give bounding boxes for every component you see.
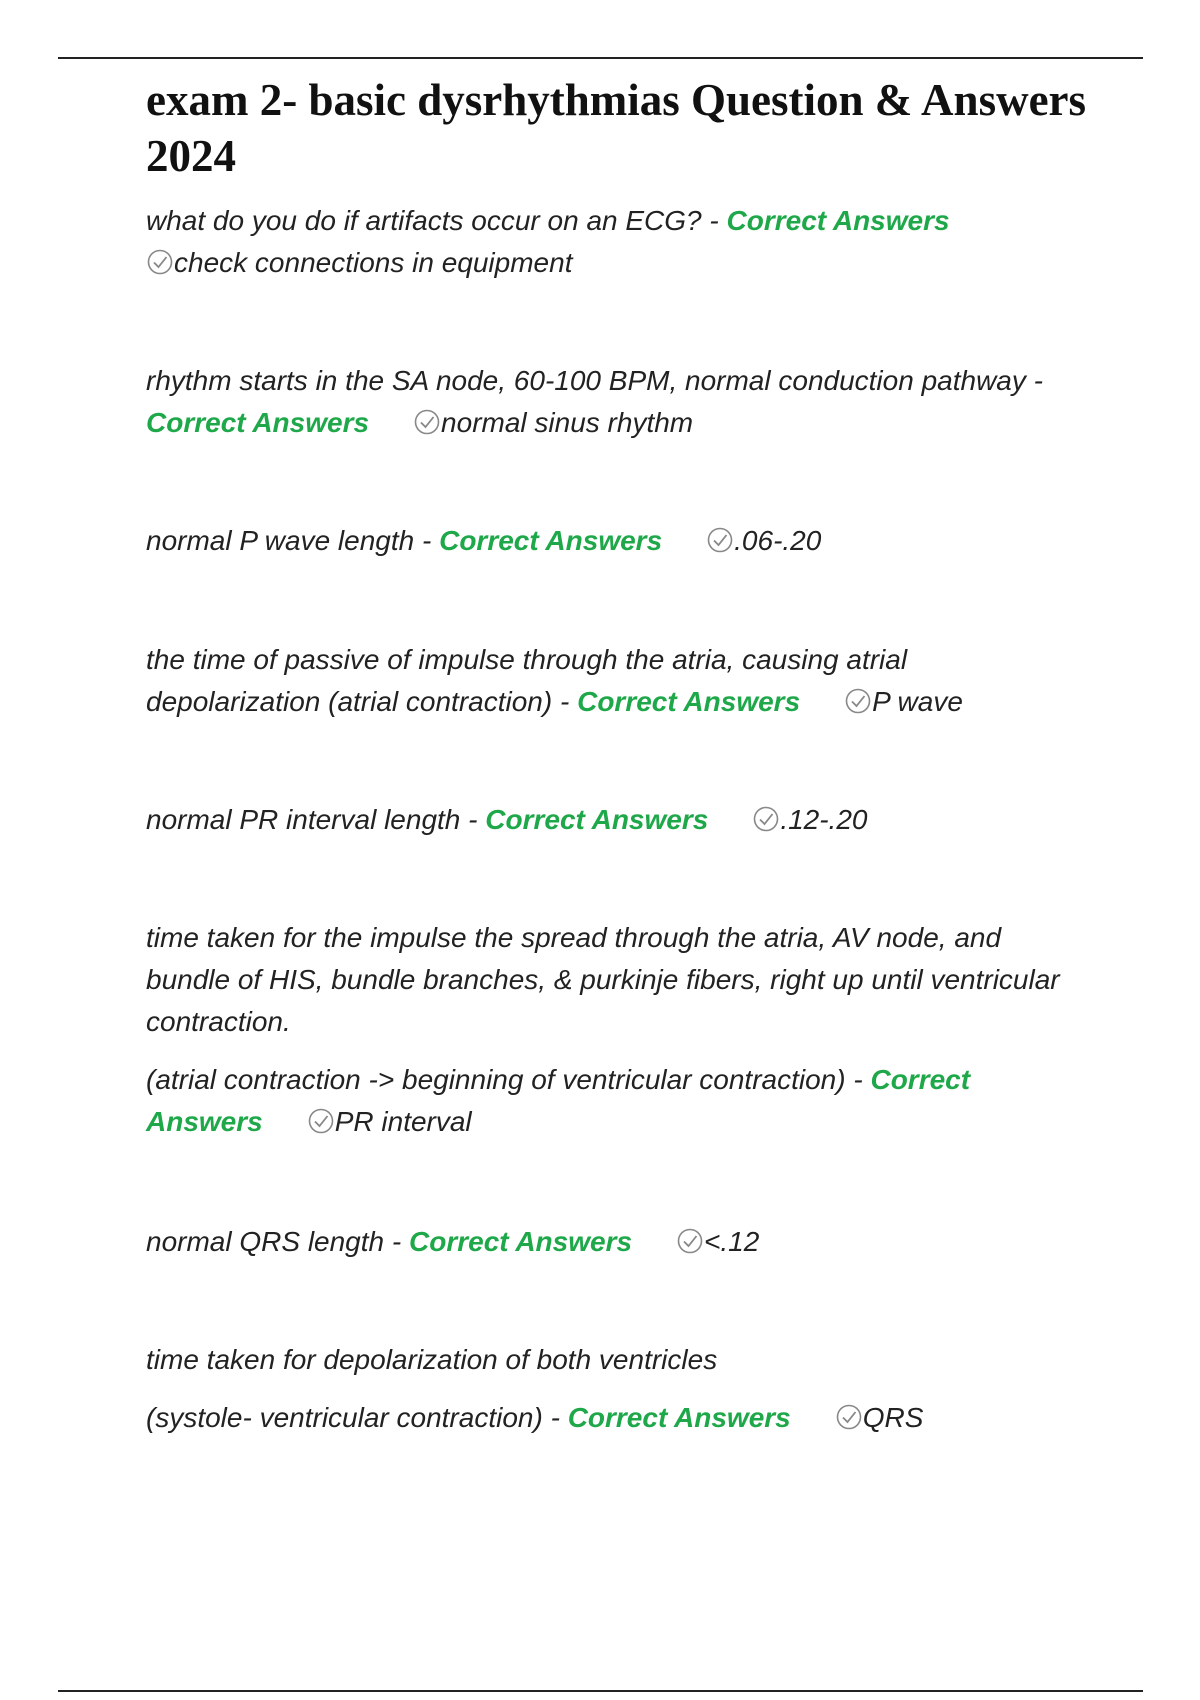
checkmark-circle-icon <box>752 805 780 833</box>
correct-answers-label: Correct Answers <box>567 1402 791 1433</box>
question-text: time taken for the impulse the spread through the atria, AV node, and bundle of HIS, bundle branches, & purkinje fibers, right up until ventricular contraction. <box>146 922 1060 1037</box>
correct-answers-label: Correct Answers <box>146 1064 971 1137</box>
question-text: the time of passive of impulse through the atria, causing atrial depolarization (atrial contraction) - <box>146 644 908 717</box>
qa-item <box>146 360 1086 444</box>
answer-text: <.12 <box>704 1226 760 1257</box>
checkmark-circle-icon <box>146 248 174 276</box>
question-text: rhythm starts in the SA node, 60-100 BPM, normal conduction pathway - <box>146 365 1043 396</box>
checkmark-circle-icon <box>413 408 441 436</box>
question-text: normal PR interval length - <box>146 804 478 835</box>
qa-item <box>146 1339 1086 1439</box>
answer-text: PR interval <box>334 1106 472 1137</box>
correct-answers-label: Correct Answers <box>577 686 801 717</box>
answer-text: .12-.20 <box>780 804 868 835</box>
checkmark-circle-icon <box>844 687 872 715</box>
correct-answers-label: Correct Answers <box>146 407 370 438</box>
page-title: exam 2- basic dysrhythmias Question & Answers 2024 <box>146 75 1087 181</box>
qa-item <box>146 639 986 723</box>
checkmark-circle-icon <box>835 1403 863 1431</box>
question-text: (atrial contraction -> beginning of ventricular contraction) - <box>146 1064 863 1095</box>
qa-item <box>146 799 1086 841</box>
question-text: (systole- ventricular contraction) - <box>146 1402 560 1433</box>
qa-item <box>146 200 1086 284</box>
answer-text: normal sinus rhythm <box>441 407 694 438</box>
bottom-rule <box>58 1690 1143 1692</box>
correct-answers-label: Correct Answers <box>409 1226 633 1257</box>
checkmark-circle-icon <box>706 526 734 554</box>
answer-text: P wave <box>872 686 963 717</box>
document-page <box>146 72 1096 1433</box>
question-text: normal QRS length - <box>146 1226 402 1257</box>
correct-answers-label: Correct Answers <box>485 804 709 835</box>
question-text: what do you do if artifacts occur on an ECG? - <box>146 205 719 236</box>
top-rule <box>58 57 1143 59</box>
answer-text: check connections in equipment <box>174 247 573 278</box>
checkmark-circle-icon <box>307 1107 335 1135</box>
question-text: normal P wave length - <box>146 525 432 556</box>
qa-item <box>146 917 1086 1143</box>
qa-item <box>146 1221 1086 1263</box>
question-text: time taken for depolarization of both ventricles <box>146 1344 718 1375</box>
qa-item <box>146 520 1086 562</box>
correct-answers-label: Correct Answers <box>439 525 663 556</box>
correct-answers-label: Correct Answers <box>726 205 950 236</box>
answer-text: QRS <box>862 1402 924 1433</box>
checkmark-circle-icon <box>676 1227 704 1255</box>
answer-text: .06-.20 <box>734 525 822 556</box>
